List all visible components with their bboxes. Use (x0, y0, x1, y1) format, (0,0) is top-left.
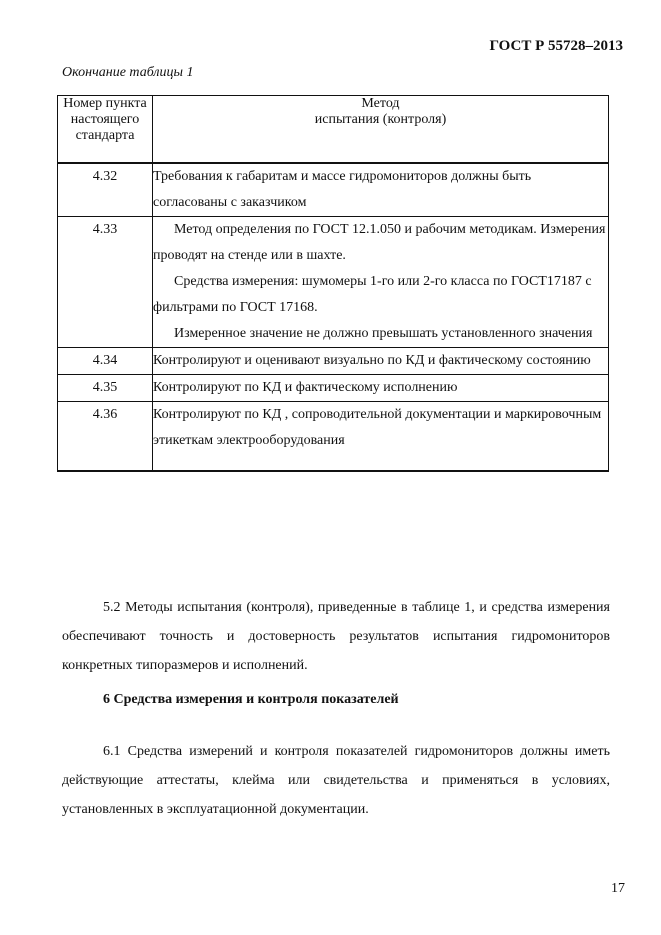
paragraph-5-2 (62, 593, 610, 680)
row-number: 4.34 (58, 348, 153, 375)
table-row (58, 163, 609, 217)
table-header-row (58, 96, 609, 164)
column-header-method-line2: испытания (контроля) (314, 112, 447, 127)
section-6-heading: 6 Средства измерения и контроля показателей (103, 692, 399, 707)
table-row (58, 375, 609, 402)
method-paragraph: Контролируют по КД , сопроводительной документации и маркировочным этикеткам электрооборудования (153, 407, 602, 448)
row-number: 4.36 (58, 402, 153, 472)
row-method (153, 375, 609, 402)
row-number: 4.32 (58, 163, 153, 217)
method-paragraph: Контролируют и оценивают визуально по КД и фактическому состоянию (153, 353, 591, 368)
paragraph-6-1-text: 6.1 Средства измерений и контроля показателей гидромониторов должны иметь действующие аттестаты, клейма или свидетельства и применяться в условиях, установленных в эксплуатационной документации. (62, 744, 610, 817)
method-paragraph: Метод определения по ГОСТ 12.1.050 и рабочим методикам. Измерения проводят на стенде или в шахте. (153, 222, 606, 263)
row-number: 4.35 (58, 375, 153, 402)
method-paragraph: Контролируют по КД и фактическому исполнению (153, 380, 458, 395)
row-method (153, 402, 609, 472)
method-paragraph: Средства измерения: шумомеры 1-го или 2-го класса по ГОСТ17187 с фильтрами по ГОСТ 17168. (153, 274, 592, 315)
row-number: 4.33 (58, 217, 153, 348)
table-row (58, 402, 609, 472)
row-method (153, 348, 609, 375)
paragraph-6-1 (62, 737, 610, 824)
column-header-method-line1: Метод (361, 96, 400, 111)
table-row (58, 348, 609, 375)
column-header-method (153, 96, 609, 164)
row-method (153, 163, 609, 217)
method-paragraph: Требования к габаритам и массе гидромониторов должны быть согласованы с заказчиком (153, 169, 532, 210)
page-number: 17 (611, 881, 625, 896)
method-paragraph: Измеренное значение не должно превышать установленного значения (174, 326, 593, 341)
column-header-number: Номер пункта настоящего стандарта (58, 96, 153, 164)
document-code: ГОСТ Р 55728–2013 (489, 38, 623, 54)
table-row (58, 217, 609, 348)
paragraph-5-2-text: 5.2 Методы испытания (контроля), приведенные в таблице 1, и средства измерения обеспечивают точность и достоверность результатов испытания гидромониторов конкретных типоразмеров и исполнений. (62, 600, 610, 673)
row-method (153, 217, 609, 348)
table-continuation-title: Окончание таблицы 1 (62, 65, 194, 80)
methods-table (57, 95, 609, 472)
